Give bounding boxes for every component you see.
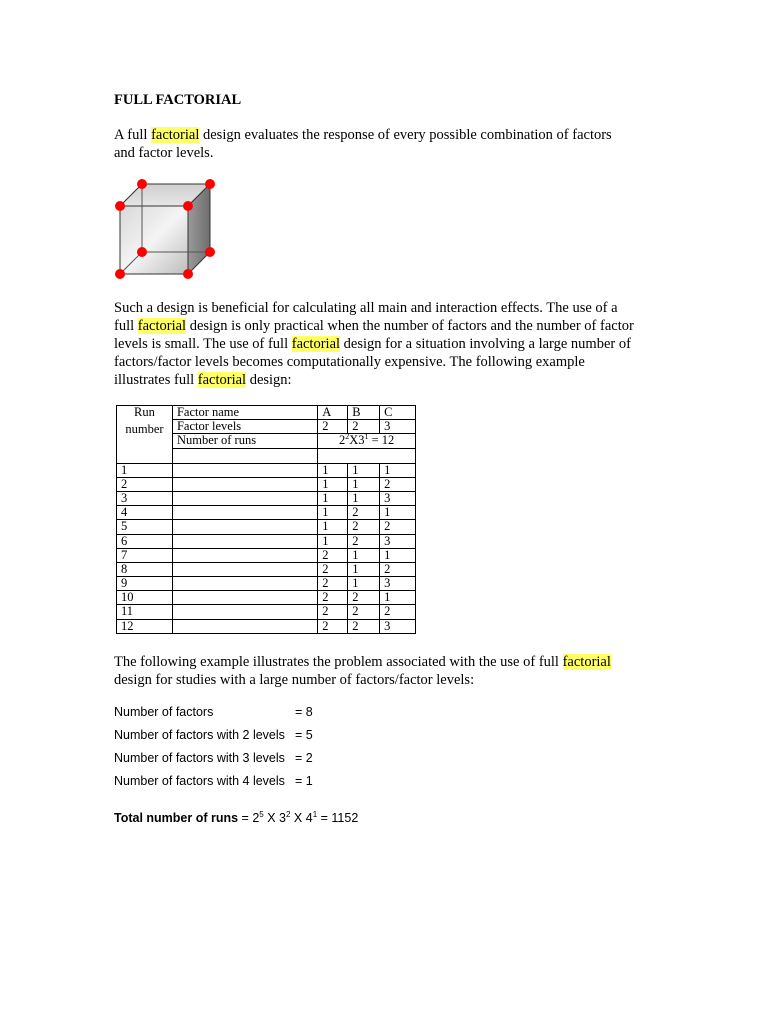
level-a-cell: 1 [318,491,348,505]
level-a-cell: 1 [318,477,348,491]
factor-levels-label: Factor levels [172,420,317,434]
level-c-cell: 3 [380,619,416,633]
highlight-factorial: factorial [562,654,611,670]
factor-name-cell [172,619,317,633]
run-number-cell: 1 [117,463,173,477]
table-row [117,548,416,562]
run-number-cell: 4 [117,506,173,520]
level-a-cell: 1 [318,520,348,534]
level-b-cell: 1 [348,548,380,562]
problem-paragraph: The following example illustrates the problem associated with the use of full factorial design for studies with a large number of factors/factor levels: [114,654,611,688]
level-c-cell: 2 [380,520,416,534]
run-number-cell: 10 [117,591,173,605]
run-number-header: Run number [117,406,173,464]
col-a: A [318,406,348,420]
run-number-cell: 5 [117,520,173,534]
level-b-cell: 2 [348,520,380,534]
cube-illustration [112,178,220,280]
factor-name-cell [172,548,317,562]
table-row [117,534,416,548]
level-c-cell: 1 [380,591,416,605]
level-a-cell: 2 [318,548,348,562]
level-b-cell: 2 [348,605,380,619]
page-title: FULL FACTORIAL [114,92,242,108]
factor-name-cell [172,605,317,619]
run-number-cell: 2 [117,477,173,491]
factor-name-cell [172,577,317,591]
col-c: C [380,406,416,420]
table-row [117,477,416,491]
intro-paragraph: A full factorial design evaluates the response of every possible combination of factors and factor levels. [114,127,612,161]
factorial-table: Run number Factor name A B C Factor levels 2 2 3 Number of runs $2^2X3^1 = 12$ 1 1 1 1 2 1 1 2 3 1 1 3 4 1 2 1 5 1 2 2 6 1 2 3 7 2 1 1 8 2 1 2 9 2 1 3 10 2 2 1 11 2 2 2 12 2 2 3 [116,405,416,634]
factor-name-cell [172,591,317,605]
highlight-factorial: factorial [291,336,341,352]
level-a-cell: 1 [318,534,348,548]
highlight-factorial: factorial [137,318,187,334]
run-number-cell: 8 [117,562,173,576]
factor-name-cell [172,491,317,505]
total-runs: Total number of runs = $2^5$ X $3^2$ X $4^1 = 1152$ [114,809,359,825]
level-b-cell: 1 [348,477,380,491]
table-row [117,520,416,534]
level-a-cell: 2 [318,562,348,576]
factor-count-row: Number of factors = 8 [114,705,313,719]
factor-count-row: Number of factors with 4 levels = 1 [114,774,313,788]
table-row [117,577,416,591]
level-c-cell: 2 [380,562,416,576]
factor-count-row: Number of factors with 2 levels = 5 [114,728,313,742]
description-paragraph: Such a design is beneficial for calculating all main and interaction effects. The use of a full factorial design is only practical when the number of factors and the number of factor levels is small. The use of full factorial design for a situation involving a large number of factors/factor levels becomes computationally expensive. The following example illustrates full factorial design: [114,300,634,388]
col-b: B [348,406,380,420]
level-a-cell: 1 [318,506,348,520]
factor-name-cell [172,463,317,477]
table-row [117,605,416,619]
level-b-cell: 1 [348,577,380,591]
level-b-cell: 2 [348,534,380,548]
table-row [117,591,416,605]
factor-name-cell [172,562,317,576]
highlight-factorial: factorial [151,127,200,143]
run-number-cell: 6 [117,534,173,548]
level-a-cell: 2 [318,619,348,633]
run-number-cell: 11 [117,605,173,619]
level-c-cell: 3 [380,534,416,548]
level-b-cell: 1 [348,491,380,505]
level-b-cell: 1 [348,463,380,477]
run-number-cell: 7 [117,548,173,562]
level-b-cell: 2 [348,591,380,605]
level-c-cell: 1 [380,463,416,477]
run-number-cell: 9 [117,577,173,591]
table-row [117,619,416,633]
table-row [117,562,416,576]
factor-name-cell [172,520,317,534]
factor-name-cell [172,534,317,548]
level-c-cell: 2 [380,477,416,491]
level-c-cell: 2 [380,605,416,619]
table-row [117,491,416,505]
run-number-cell: 3 [117,491,173,505]
runs-formula: $2^2X3^1 = 12$ [318,434,416,448]
num-runs-label: Number of runs [172,434,317,448]
factor-name-label: Factor name [172,406,317,420]
level-c-cell: 1 [380,548,416,562]
highlight-factorial: factorial [197,372,247,388]
level-a-cell: 1 [318,463,348,477]
factor-name-cell [172,506,317,520]
level-b-cell: 2 [348,619,380,633]
level-b-cell: 1 [348,562,380,576]
factor-name-cell [172,477,317,491]
level-c-cell: 1 [380,506,416,520]
table-row [117,463,416,477]
level-c-cell: 3 [380,577,416,591]
level-c-cell: 3 [380,491,416,505]
table-row [117,506,416,520]
factor-count-row: Number of factors with 3 levels = 2 [114,751,313,765]
level-b-cell: 2 [348,506,380,520]
level-a-cell: 2 [318,577,348,591]
level-a-cell: 2 [318,605,348,619]
run-number-cell: 12 [117,619,173,633]
level-a-cell: 2 [318,591,348,605]
